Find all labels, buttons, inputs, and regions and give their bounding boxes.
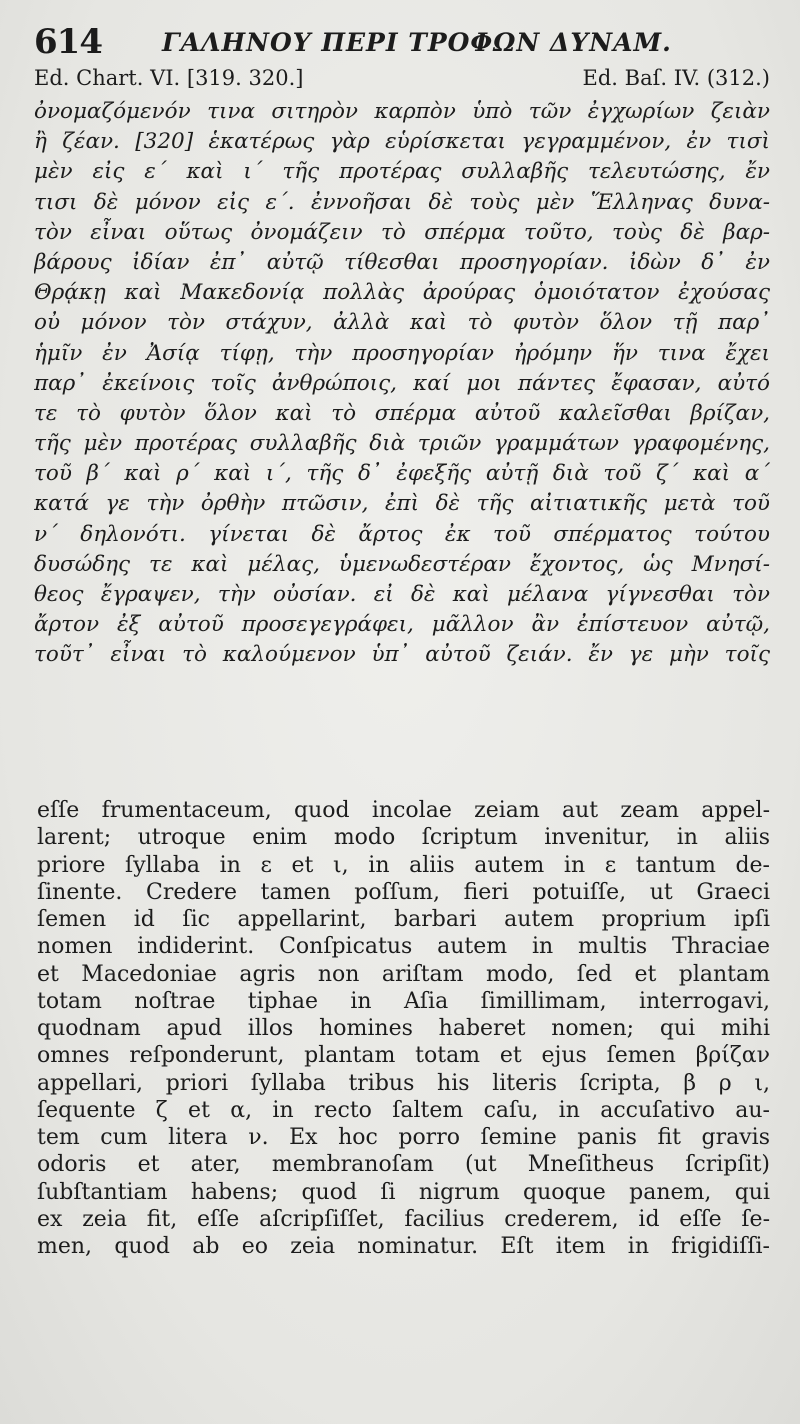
latin-text-line: men, quod ab eo zeia nominatur. Eſt item in frigidiſſi- [37,1234,770,1259]
latin-text-line: larent; utroque enim modo ſcriptum invenitur, in aliis [37,825,770,851]
page-header [34,18,770,62]
greek-text-line: ἡμῖν ἐν Ἀσίᾳ τίφῃ, τὴν προσηγορίαν ἠρόμην ἥν τινα ἔχει [34,340,770,366]
latin-text-line: odoris et ater, membranoſam (ut Mneſitheus ſcripſit) [37,1152,770,1178]
greek-text-line: κατά γε τὴν ὀρθὴν πτῶσιν, ἐπὶ δὲ τῆς αἰτιατικῆς μετὰ τοῦ [34,491,770,517]
greek-text-line: ν΄ δηλονότι. γίνεται δὲ ἄρτος ἐκ τοῦ σπέρματος τούτου [34,521,770,547]
latin-text-line: omnes reſponderunt, plantam totam et ejus ſemen βρίζαν [37,1043,770,1069]
latin-text-line: ex zeia fit, eſſe aſcripſiſſet, facilius crederem, id eſſe ſe- [37,1206,770,1232]
greek-text-line: θεος ἔγραψεν, τὴν οὐσίαν. εἰ δὲ καὶ μέλανα γίγνεσθαι τὸν [34,582,770,607]
edition-references [34,66,770,96]
latin-text-line: appellari, priori ſyllaba tribus his literis ſcripta, β ρ ι, [37,1070,770,1096]
greek-text-line: τὸν εἶναι οὕτως ὀνομάζειν τὸ σπέρμα τοῦτο, τοὺς δὲ βαρ- [34,219,770,245]
latin-text-line: nomen indiderint. Conſpicatus autem in multis Thraciae [37,934,770,960]
running-head: ΓΑΛΗΝΟΥ ΠΕΡΙ ΤΡΟΦΩΝ ΔΥΝΑΜ. [162,28,672,57]
greek-text-line: δυσώδης τε καὶ μέλας, ὑμενωδεστέραν ἔχοντος, ὡς Μνησί- [34,551,770,577]
greek-text-line: ἢ ζέαν. [320] ἑκατέρως γὰρ εὑρίσκεται γεγραμμένον, ἐν τισὶ [34,129,770,155]
greek-text-line: ἄρτον ἐξ αὐτοῦ προσεγεγράφει, μᾶλλον ἂν ἐπίστευον αὐτῷ, [34,612,770,638]
greek-text-line: βάρους ἰδίαν ἐπ᾽ αὐτῷ τίθεσθαι προσηγορίαν. ἰδὼν δ᾽ ἐν [34,249,770,275]
page-number: 614 [34,22,102,62]
greek-text-line: τῆς μὲν προτέρας συλλαβῆς διὰ τριῶν γραμμάτων γραφομένης, [34,431,770,457]
latin-text-line: tem cum litera ν. Ex hoc porro ſemine panis fit gravis [37,1125,770,1150]
greek-text-line: μὲν εἰς ε΄ καὶ ι΄ τῆς προτέρας συλλαβῆς τελευτώσης, ἔν [34,159,770,185]
latin-text-line: et Macedoniae agris non ariſtam modo, ſed et plantam [37,961,770,987]
greek-text-line: τοῦτ᾽ εἶναι τὸ καλούμενον ὑπ᾽ αὐτοῦ ζειάν. ἔν γε μὴν τοῖς [34,642,770,668]
latin-text-block [37,797,770,1260]
edition-reference-chartier: Ed. Chart. VI. [319. 320.] [34,66,304,90]
greek-text-line: Θρᾴκῃ καὶ Μακεδονίᾳ πολλὰς ἀρούρας ὁμοιότατον ἐχούσας [34,280,770,306]
edition-reference-basel: Ed. Baſ. IV. (312.) [582,66,770,90]
latin-text-line: eſſe frumentaceum, quod incolae zeiam aut zeam appel- [37,798,770,823]
greek-text-line: παρ᾽ ἐκείνοις τοῖς ἀνθρώποις, καί μοι πάντες ἔφασαν, αὐτό [34,370,770,396]
greek-text-line: ὀνομαζόμενόν τινα σιτηρὸν καρπὸν ὑπὸ τῶν ἐγχωρίων ζειὰν [34,99,770,124]
latin-text-line: ſemen id ſic appellarint, barbari autem proprium ipſi [37,907,770,932]
latin-text-line: priore ſyllaba in ε et ι, in aliis autem in ε tantum de- [37,852,770,878]
latin-text-line: ſubſtantiam habens; quod ſi nigrum quoque panem, qui [37,1179,770,1205]
latin-text-line: ſequente ζ et α, in recto ſaltem caſu, in accuſativo au- [37,1097,770,1123]
greek-text-line: τε τὸ φυτὸν ὅλον καὶ τὸ σπέρμα αὐτοῦ καλεῖσθαι βρίζαν, [34,400,770,426]
latin-text-line: totam noſtrae tiphae in Aſia ſimillimam, interrogavi, [37,988,770,1014]
greek-text-line: τοῦ β΄ καὶ ρ΄ καὶ ι΄, τῆς δ᾽ ἐφεξῆς αὐτῇ διὰ τοῦ ζ΄ καὶ α΄ [34,461,770,487]
greek-text-block [34,97,770,671]
latin-text-line: ſinente. Credere tamen poſſum, fieri potuiſſe, ut Graeci [37,879,770,905]
greek-text-line: τισι δὲ μόνον εἰς ε΄. ἐννοῆσαι δὲ τοὺς μὲν Ἕλληνας δυνα- [34,189,770,215]
latin-text-line: quodnam apud illos homines haberet nomen; qui mihi [37,1016,770,1041]
greek-text-line: οὐ μόνον τὸν στάχυν, ἀλλὰ καὶ τὸ φυτὸν ὅλον τῇ παρ᾽ [34,310,770,336]
